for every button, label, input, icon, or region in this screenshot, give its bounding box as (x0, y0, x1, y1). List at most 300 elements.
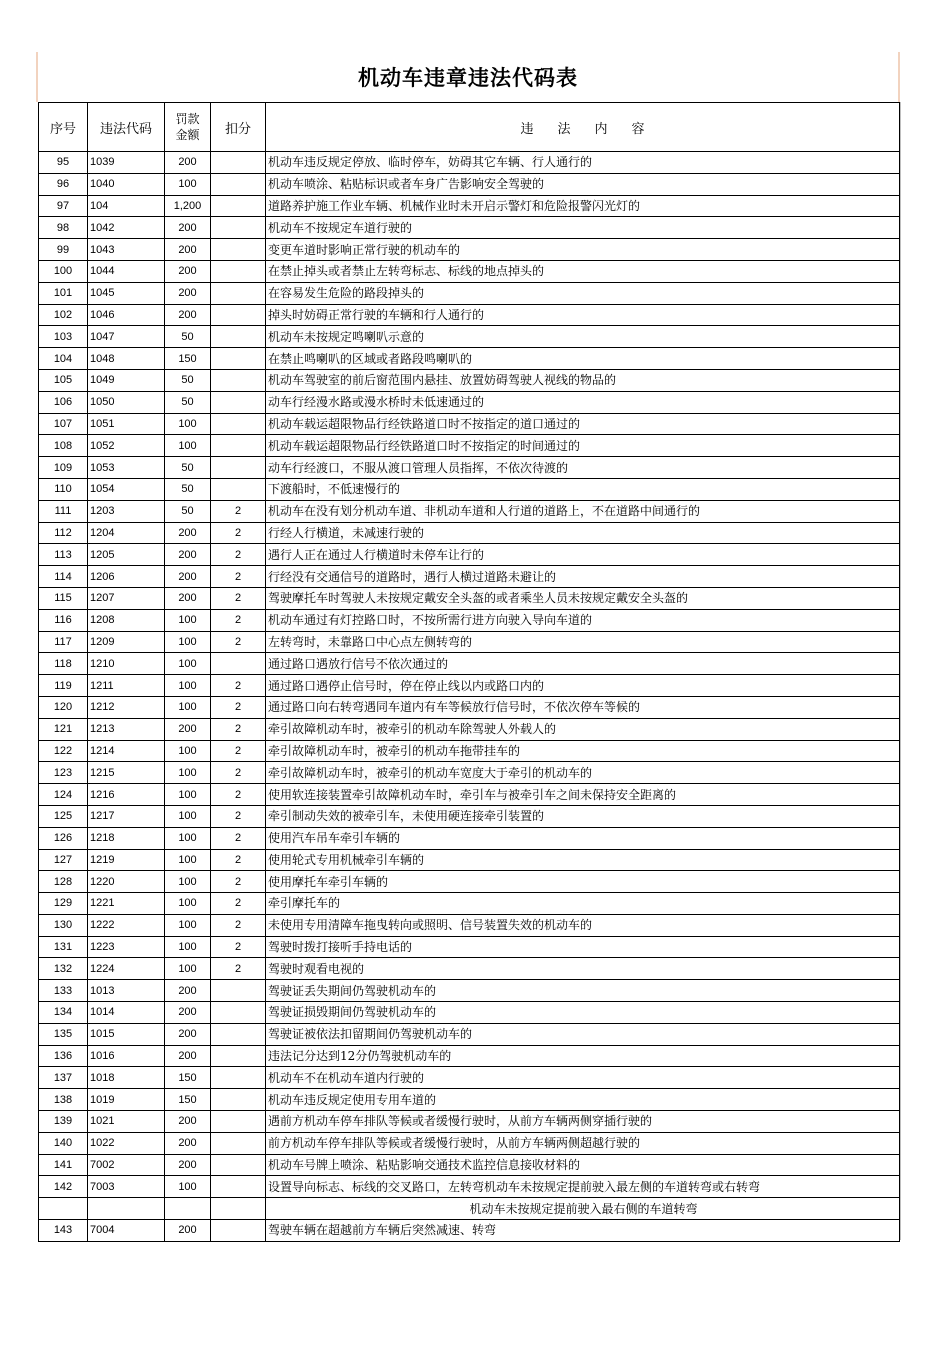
row-points-cell (211, 304, 266, 326)
row-seq-cell: 118 (39, 653, 88, 675)
row-fine-cell: 100 (165, 413, 211, 435)
row-points-cell (211, 391, 266, 413)
row-fine-cell: 200 (165, 260, 211, 282)
row-code-cell: 1216 (88, 784, 165, 806)
row-code-cell: 1013 (88, 980, 165, 1002)
row-fine-cell: 100 (165, 435, 211, 457)
row-fine-cell: 50 (165, 478, 211, 500)
row-fine-cell: 200 (165, 1154, 211, 1176)
row-description-cell: 驾驶车辆在超越前方车辆后突然减速、转弯 (266, 1220, 900, 1242)
row-seq-cell: 132 (39, 958, 88, 980)
table-row (39, 239, 900, 261)
table-row (39, 653, 900, 675)
row-seq-cell: 105 (39, 369, 88, 391)
row-description-cell: 通过路口遇停止信号时，停在停止线以内或路口内的 (266, 675, 900, 697)
row-points-cell: 2 (211, 784, 266, 806)
row-points-cell: 2 (211, 631, 266, 653)
row-seq-cell: 104 (39, 348, 88, 370)
row-fine-cell: 100 (165, 827, 211, 849)
row-fine-cell: 100 (165, 849, 211, 871)
row-description-cell: 使用摩托车牵引车辆的 (266, 871, 900, 893)
row-code-cell: 7002 (88, 1154, 165, 1176)
row-fine-cell: 50 (165, 500, 211, 522)
row-code-cell: 1217 (88, 805, 165, 827)
table-row (39, 1023, 900, 1045)
row-description-cell: 下渡船时，不低速慢行的 (266, 478, 900, 500)
row-points-cell: 2 (211, 805, 266, 827)
row-points-cell: 2 (211, 762, 266, 784)
table-row (39, 544, 900, 566)
table-row (39, 391, 900, 413)
row-points-cell (211, 1176, 266, 1198)
row-fine-cell: 100 (165, 609, 211, 631)
row-fine-cell: 200 (165, 522, 211, 544)
row-fine-cell: 200 (165, 980, 211, 1002)
row-description-cell: 使用软连接装置牵引故障机动车时，牵引车与被牵引车之间未保持安全距离的 (266, 784, 900, 806)
row-points-cell: 2 (211, 871, 266, 893)
row-seq-cell: 136 (39, 1045, 88, 1067)
table-row (39, 326, 900, 348)
row-points-cell (211, 195, 266, 217)
row-code-cell: 1053 (88, 457, 165, 479)
row-fine-cell (165, 1198, 211, 1220)
table-header (39, 103, 900, 152)
table-row (39, 631, 900, 653)
row-points-cell (211, 1045, 266, 1067)
row-seq-cell: 142 (39, 1176, 88, 1198)
row-points-cell: 2 (211, 893, 266, 915)
row-fine-cell: 200 (165, 239, 211, 261)
row-code-cell: 1220 (88, 871, 165, 893)
table-row (39, 413, 900, 435)
table-row (39, 217, 900, 239)
row-fine-cell: 200 (165, 718, 211, 740)
table-row (39, 435, 900, 457)
row-code-cell: 1014 (88, 1002, 165, 1024)
row-fine-cell: 100 (165, 653, 211, 675)
row-description-cell: 机动车未按规定提前驶入最右侧的车道转弯 (266, 1198, 900, 1220)
row-points-cell (211, 1002, 266, 1024)
row-description-cell: 机动车违反规定停放、临时停车，妨碍其它车辆、行人通行的 (266, 152, 900, 174)
row-points-cell: 2 (211, 827, 266, 849)
row-fine-cell: 150 (165, 1067, 211, 1089)
row-fine-cell: 200 (165, 217, 211, 239)
row-code-cell: 7004 (88, 1220, 165, 1242)
row-points-cell: 2 (211, 522, 266, 544)
row-fine-cell: 100 (165, 1176, 211, 1198)
table-row (39, 675, 900, 697)
row-description-cell: 机动车载运超限物品行经铁路道口时不按指定的时间通过的 (266, 435, 900, 457)
row-points-cell (211, 239, 266, 261)
table-row (39, 740, 900, 762)
row-points-cell (211, 326, 266, 348)
table-row (39, 849, 900, 871)
row-description-cell: 机动车不在机动车道内行驶的 (266, 1067, 900, 1089)
row-code-cell: 1044 (88, 260, 165, 282)
row-points-cell (211, 1198, 266, 1220)
row-seq-cell: 96 (39, 173, 88, 195)
table-row (39, 958, 900, 980)
row-points-cell (211, 1132, 266, 1154)
table-row (39, 152, 900, 174)
row-description-cell: 遇前方机动车停车排队等候或者缓慢行驶时，从前方车辆两侧穿插行驶的 (266, 1111, 900, 1133)
row-description-cell: 机动车在没有划分机动车道、非机动车道和人行道的道路上，不在道路中间通行的 (266, 500, 900, 522)
row-code-cell: 1039 (88, 152, 165, 174)
row-description-cell: 违法记分达到12分仍驾驶机动车的 (266, 1045, 900, 1067)
row-description-cell: 使用汽车吊车牵引车辆的 (266, 827, 900, 849)
table-row (39, 500, 900, 522)
row-seq-cell: 143 (39, 1220, 88, 1242)
row-code-cell: 1048 (88, 348, 165, 370)
table-row (39, 260, 900, 282)
row-points-cell (211, 1154, 266, 1176)
row-fine-cell: 200 (165, 304, 211, 326)
row-fine-cell: 100 (165, 871, 211, 893)
row-seq-cell: 141 (39, 1154, 88, 1176)
row-fine-cell: 200 (165, 544, 211, 566)
row-seq-cell: 140 (39, 1132, 88, 1154)
row-code-cell: 1054 (88, 478, 165, 500)
table-row (39, 1220, 900, 1242)
row-points-cell: 2 (211, 696, 266, 718)
row-fine-cell: 200 (165, 566, 211, 588)
table-row (39, 1089, 900, 1111)
table-row (39, 522, 900, 544)
row-seq-cell: 111 (39, 500, 88, 522)
row-fine-cell: 200 (165, 1002, 211, 1024)
row-code-cell: 1213 (88, 718, 165, 740)
table-row (39, 195, 900, 217)
table-row (39, 457, 900, 479)
row-fine-cell: 100 (165, 958, 211, 980)
row-code-cell: 1021 (88, 1111, 165, 1133)
row-fine-cell: 100 (165, 914, 211, 936)
table-row (39, 1002, 900, 1024)
row-description-cell: 牵引摩托车的 (266, 893, 900, 915)
row-description-cell: 在容易发生危险的路段掉头的 (266, 282, 900, 304)
row-seq-cell: 124 (39, 784, 88, 806)
row-description-cell: 驾驶时拨打接听手持电话的 (266, 936, 900, 958)
table-row (39, 304, 900, 326)
row-description-cell: 机动车不按规定车道行驶的 (266, 217, 900, 239)
row-seq-cell: 119 (39, 675, 88, 697)
row-fine-cell: 100 (165, 740, 211, 762)
row-seq-cell: 107 (39, 413, 88, 435)
table-row (39, 1132, 900, 1154)
row-description-cell: 前方机动车停车排队等候或者缓慢行驶时，从前方车辆两侧超越行驶的 (266, 1132, 900, 1154)
row-fine-cell: 1,200 (165, 195, 211, 217)
row-code-cell: 7003 (88, 1176, 165, 1198)
row-description-cell: 左转弯时，未靠路口中心点左侧转弯的 (266, 631, 900, 653)
table-row (39, 1154, 900, 1176)
row-seq-cell: 102 (39, 304, 88, 326)
row-code-cell: 1040 (88, 173, 165, 195)
row-seq-cell: 138 (39, 1089, 88, 1111)
row-seq-cell (39, 1198, 88, 1220)
table-body (39, 152, 900, 1242)
row-fine-cell: 100 (165, 696, 211, 718)
row-description-cell: 通过路口遇放行信号不依次通过的 (266, 653, 900, 675)
row-description-cell: 驾驶证被依法扣留期间仍驾驶机动车的 (266, 1023, 900, 1045)
row-points-cell: 2 (211, 544, 266, 566)
table-row (39, 827, 900, 849)
row-code-cell: 1221 (88, 893, 165, 915)
table-row (39, 696, 900, 718)
row-fine-cell: 50 (165, 326, 211, 348)
row-code-cell: 1211 (88, 675, 165, 697)
row-seq-cell: 121 (39, 718, 88, 740)
row-fine-cell: 100 (165, 893, 211, 915)
row-seq-cell: 125 (39, 805, 88, 827)
row-code-cell: 1022 (88, 1132, 165, 1154)
row-description-cell: 道路养护施工作业车辆、机械作业时未开启示警灯和危险报警闪光灯的 (266, 195, 900, 217)
row-seq-cell: 108 (39, 435, 88, 457)
row-points-cell (211, 653, 266, 675)
row-description-cell: 动车行经漫水路或漫水桥时未低速通过的 (266, 391, 900, 413)
row-fine-cell: 200 (165, 152, 211, 174)
header-code: 违法代码 (88, 103, 165, 152)
row-points-cell (211, 1089, 266, 1111)
row-code-cell: 104 (88, 195, 165, 217)
row-description-cell: 牵引故障机动车时，被牵引的机动车除驾驶人外载人的 (266, 718, 900, 740)
row-description-cell: 牵引制动失效的被牵引车，未使用硬连接牵引装置的 (266, 805, 900, 827)
row-code-cell: 1015 (88, 1023, 165, 1045)
table-row (39, 784, 900, 806)
row-fine-cell: 100 (165, 762, 211, 784)
row-code-cell: 1049 (88, 369, 165, 391)
page-title: 机动车违章违法代码表 (358, 66, 578, 90)
row-seq-cell: 139 (39, 1111, 88, 1133)
row-code-cell: 1205 (88, 544, 165, 566)
row-description-cell: 牵引故障机动车时，被牵引的机动车宽度大于牵引的机动车的 (266, 762, 900, 784)
row-seq-cell: 113 (39, 544, 88, 566)
row-points-cell: 2 (211, 958, 266, 980)
row-description-cell: 驾驶摩托车时驾驶人未按规定戴安全头盔的或者乘坐人员未按规定戴安全头盔的 (266, 587, 900, 609)
row-code-cell: 1224 (88, 958, 165, 980)
row-seq-cell: 128 (39, 871, 88, 893)
row-description-cell: 机动车喷涂、粘贴标识或者车身广告影响安全驾驶的 (266, 173, 900, 195)
table-row (39, 587, 900, 609)
row-seq-cell: 112 (39, 522, 88, 544)
row-points-cell: 2 (211, 740, 266, 762)
table-row (39, 1045, 900, 1067)
table-row (39, 1176, 900, 1198)
row-description-cell: 驾驶时观看电视的 (266, 958, 900, 980)
row-seq-cell: 103 (39, 326, 88, 348)
row-seq-cell: 130 (39, 914, 88, 936)
row-code-cell: 1052 (88, 435, 165, 457)
row-points-cell (211, 478, 266, 500)
row-points-cell (211, 152, 266, 174)
row-fine-cell: 100 (165, 805, 211, 827)
row-code-cell: 1222 (88, 914, 165, 936)
row-fine-cell: 100 (165, 173, 211, 195)
row-code-cell: 1047 (88, 326, 165, 348)
header-content (266, 103, 900, 152)
row-seq-cell: 134 (39, 1002, 88, 1024)
row-fine-cell: 200 (165, 282, 211, 304)
row-seq-cell: 99 (39, 239, 88, 261)
row-points-cell: 2 (211, 566, 266, 588)
table-row (39, 173, 900, 195)
row-fine-cell: 200 (165, 1023, 211, 1045)
row-code-cell: 1210 (88, 653, 165, 675)
row-fine-cell: 150 (165, 348, 211, 370)
row-description-cell: 驾驶证丢失期间仍驾驶机动车的 (266, 980, 900, 1002)
row-seq-cell: 114 (39, 566, 88, 588)
row-seq-cell: 100 (39, 260, 88, 282)
table-row (39, 369, 900, 391)
row-points-cell: 2 (211, 500, 266, 522)
row-description-cell: 机动车号牌上喷涂、粘贴影响交通技术监控信息接收材料的 (266, 1154, 900, 1176)
row-description-cell: 机动车通过有灯控路口时，不按所需行进方向驶入导向车道的 (266, 609, 900, 631)
header-content-label: 违法内容 (520, 121, 669, 137)
row-code-cell: 1018 (88, 1067, 165, 1089)
row-seq-cell: 127 (39, 849, 88, 871)
row-seq-cell: 126 (39, 827, 88, 849)
header-points: 扣分 (211, 103, 266, 152)
row-points-cell: 2 (211, 587, 266, 609)
row-seq-cell: 133 (39, 980, 88, 1002)
row-fine-cell: 50 (165, 369, 211, 391)
row-seq-cell: 135 (39, 1023, 88, 1045)
table-row (39, 936, 900, 958)
row-fine-cell: 200 (165, 1220, 211, 1242)
row-fine-cell: 50 (165, 457, 211, 479)
row-seq-cell: 95 (39, 152, 88, 174)
row-seq-cell: 123 (39, 762, 88, 784)
table-row (39, 1067, 900, 1089)
row-points-cell (211, 980, 266, 1002)
row-code-cell: 1214 (88, 740, 165, 762)
row-description-cell: 设置导向标志、标线的交叉路口，左转弯机动车未按规定提前驶入最左侧的车道转弯或右转弯 (266, 1176, 900, 1198)
row-fine-cell: 100 (165, 675, 211, 697)
row-fine-cell: 200 (165, 1045, 211, 1067)
row-points-cell (211, 348, 266, 370)
row-description-cell: 在禁止掉头或者禁止左转弯标志、标线的地点掉头的 (266, 260, 900, 282)
row-seq-cell: 109 (39, 457, 88, 479)
row-code-cell: 1223 (88, 936, 165, 958)
row-fine-cell: 50 (165, 391, 211, 413)
row-points-cell (211, 369, 266, 391)
row-fine-cell: 150 (165, 1089, 211, 1111)
row-seq-cell: 101 (39, 282, 88, 304)
row-code-cell: 1016 (88, 1045, 165, 1067)
row-seq-cell: 116 (39, 609, 88, 631)
row-code-cell: 1045 (88, 282, 165, 304)
row-code-cell: 1042 (88, 217, 165, 239)
row-code-cell: 1050 (88, 391, 165, 413)
row-description-cell: 机动车驾驶室的前后窗范围内悬挂、放置妨碍驾驶人视线的物品的 (266, 369, 900, 391)
row-points-cell (211, 1067, 266, 1089)
row-code-cell: 1019 (88, 1089, 165, 1111)
row-description-cell: 遇行人正在通过人行横道时未停车让行的 (266, 544, 900, 566)
header-seq: 序号 (39, 103, 88, 152)
right-edge-line (898, 52, 900, 102)
row-description-cell: 掉头时妨碍正常行驶的车辆和行人通行的 (266, 304, 900, 326)
table-row (39, 348, 900, 370)
row-code-cell: 1051 (88, 413, 165, 435)
table-row (39, 893, 900, 915)
row-description-cell: 通过路口向右转弯遇同车道内有车等候放行信号时，不依次停车等候的 (266, 696, 900, 718)
title-box (38, 52, 898, 102)
row-code-cell: 1043 (88, 239, 165, 261)
table-row (39, 1111, 900, 1133)
table-row (39, 980, 900, 1002)
header-fine (165, 103, 211, 152)
row-seq-cell: 117 (39, 631, 88, 653)
row-code-cell: 1212 (88, 696, 165, 718)
row-seq-cell: 115 (39, 587, 88, 609)
row-description-cell: 在禁止鸣喇叭的区域或者路段鸣喇叭的 (266, 348, 900, 370)
row-description-cell: 动车行经渡口，不服从渡口管理人员指挥，不依次待渡的 (266, 457, 900, 479)
row-points-cell (211, 435, 266, 457)
row-description-cell: 驾驶证损毁期间仍驾驶机动车的 (266, 1002, 900, 1024)
row-fine-cell: 100 (165, 936, 211, 958)
row-description-cell: 行经人行横道，未减速行驶的 (266, 522, 900, 544)
table-row (39, 718, 900, 740)
row-seq-cell: 106 (39, 391, 88, 413)
row-code-cell: 1207 (88, 587, 165, 609)
row-code-cell: 1203 (88, 500, 165, 522)
table-row (39, 805, 900, 827)
row-points-cell (211, 1220, 266, 1242)
table-row (39, 478, 900, 500)
row-points-cell: 2 (211, 936, 266, 958)
header-fine-label: 罚款金额 (175, 112, 200, 142)
row-points-cell (211, 217, 266, 239)
row-description-cell: 变更车道时影响正常行驶的机动车的 (266, 239, 900, 261)
row-points-cell: 2 (211, 849, 266, 871)
row-code-cell (88, 1198, 165, 1220)
table-row (39, 762, 900, 784)
row-seq-cell: 120 (39, 696, 88, 718)
row-code-cell: 1208 (88, 609, 165, 631)
row-fine-cell: 200 (165, 1132, 211, 1154)
row-code-cell: 1219 (88, 849, 165, 871)
row-fine-cell: 100 (165, 784, 211, 806)
table-row (39, 1198, 900, 1220)
row-code-cell: 1218 (88, 827, 165, 849)
row-seq-cell: 110 (39, 478, 88, 500)
row-points-cell (211, 1023, 266, 1045)
row-description-cell: 机动车违反规定使用专用车道的 (266, 1089, 900, 1111)
row-points-cell (211, 457, 266, 479)
row-seq-cell: 98 (39, 217, 88, 239)
row-description-cell: 机动车载运超限物品行经铁路道口时不按指定的道口通过的 (266, 413, 900, 435)
row-description-cell: 使用轮式专用机械牵引车辆的 (266, 849, 900, 871)
row-seq-cell: 122 (39, 740, 88, 762)
row-code-cell: 1209 (88, 631, 165, 653)
row-code-cell: 1046 (88, 304, 165, 326)
row-description-cell: 机动车未按规定鸣喇叭示意的 (266, 326, 900, 348)
row-points-cell (211, 1111, 266, 1133)
row-points-cell: 2 (211, 609, 266, 631)
row-code-cell: 1204 (88, 522, 165, 544)
table-row (39, 609, 900, 631)
row-code-cell: 1215 (88, 762, 165, 784)
row-description-cell: 未使用专用清障车拖曳转向或照明、信号装置失效的机动车的 (266, 914, 900, 936)
row-seq-cell: 129 (39, 893, 88, 915)
table-row (39, 566, 900, 588)
row-fine-cell: 200 (165, 1111, 211, 1133)
row-seq-cell: 97 (39, 195, 88, 217)
row-description-cell: 牵引故障机动车时，被牵引的机动车拖带挂车的 (266, 740, 900, 762)
row-description-cell: 行经没有交通信号的道路时，遇行人横过道路未避让的 (266, 566, 900, 588)
table-row (39, 282, 900, 304)
table-row (39, 914, 900, 936)
row-points-cell: 2 (211, 718, 266, 740)
